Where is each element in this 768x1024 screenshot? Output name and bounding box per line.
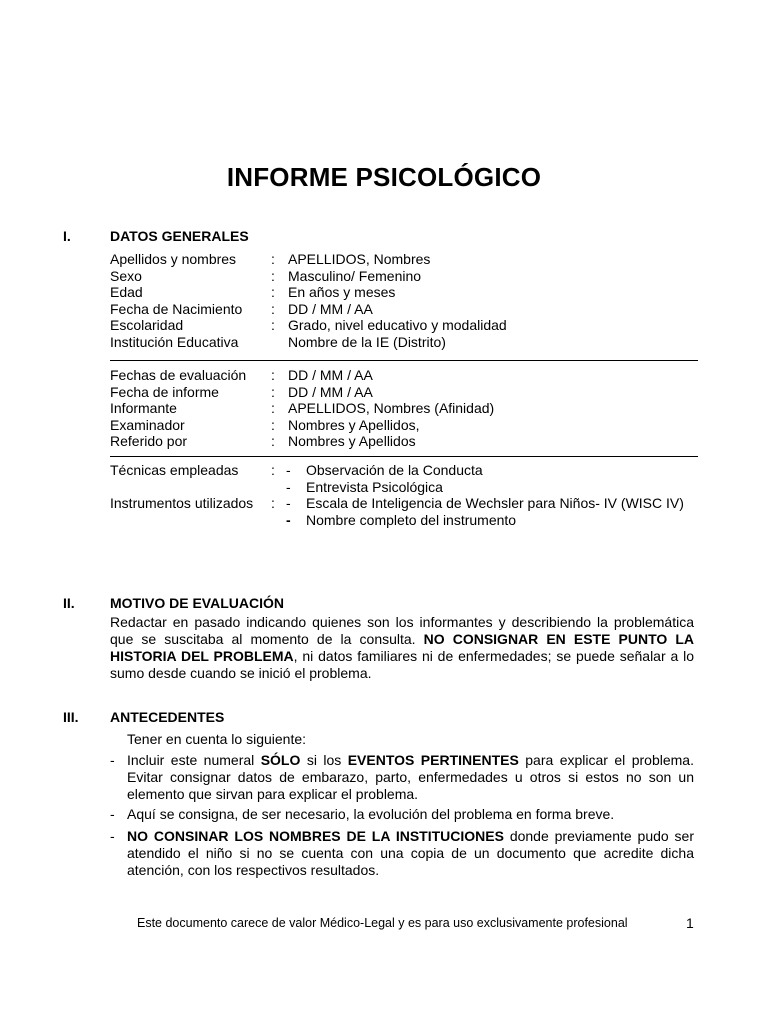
- field-colon: :: [271, 300, 275, 317]
- field-value: Escala de Inteligencia de Wechsler para Niños- IV (WISC IV): [306, 495, 684, 512]
- field-value: APELLIDOS, Nombres: [288, 251, 431, 267]
- field-value: DD / MM / AA: [288, 300, 373, 317]
- field-colon: :: [271, 317, 275, 334]
- field-colon: :: [271, 433, 275, 450]
- field-value: Nombre completo del instrumento: [306, 511, 517, 528]
- field-row: [110, 479, 700, 496]
- list-item: [110, 828, 694, 879]
- general-data-group-3: [110, 462, 700, 528]
- bullet-bold-text: NO CONSINAR LOS NOMBRES DE LA INSTITUCIONES: [127, 828, 504, 844]
- bullet-text: para explicar el problema. Evitar consignar datos de embarazo, parto, enfermedades u otros si estos no son un elemento que sirvan para explicar el problema.: [127, 752, 694, 802]
- field-colon: :: [271, 495, 275, 512]
- divider: [110, 456, 698, 457]
- field-value: En años y meses: [288, 284, 396, 301]
- evaluation-reason-paragraph: [110, 614, 694, 682]
- field-row: [110, 367, 700, 384]
- background-intro: Tener en cuenta lo siguiente:: [127, 731, 307, 747]
- bullet-marker: -: [110, 806, 115, 822]
- field-colon: :: [271, 284, 275, 301]
- field-value: Masculino/ Femenino: [288, 267, 422, 284]
- list-item: [110, 752, 694, 803]
- field-label: Fecha de Nacimiento: [110, 300, 243, 317]
- field-label: Referido por: [110, 433, 188, 450]
- field-colon: :: [271, 400, 275, 417]
- field-value: Nombres y Apellidos,: [288, 416, 420, 433]
- field-row: [110, 417, 700, 434]
- section-3-number: III.: [63, 709, 79, 725]
- field-value: Observación de la Conducta: [306, 462, 483, 478]
- field-label: Escolaridad: [110, 317, 184, 334]
- field-label: Edad: [110, 284, 143, 301]
- divider: [110, 360, 698, 361]
- field-colon: :: [271, 267, 275, 284]
- field-colon: :: [271, 416, 275, 433]
- general-data-group-1: [110, 251, 700, 351]
- list-item: [110, 806, 694, 823]
- field-row: [110, 268, 700, 285]
- list-dash: -: [286, 511, 291, 528]
- paragraph-bold-text: NO CONSIGNAR EN ESTE PUNTO LA HISTORIA DEL PROBLEMA: [110, 631, 694, 664]
- field-value: Grado, nivel educativo y modalidad: [288, 317, 507, 334]
- field-colon: :: [271, 367, 275, 383]
- field-row: [110, 317, 700, 334]
- section-2-heading: MOTIVO DE EVALUACIÓN: [110, 595, 284, 611]
- bullet-marker: -: [110, 828, 115, 844]
- section-1-number: I.: [63, 228, 71, 244]
- field-row: [110, 334, 700, 351]
- bullet-bold-text: SÓLO: [260, 752, 301, 768]
- page-number: 1: [686, 915, 694, 931]
- field-colon: :: [271, 462, 275, 478]
- paragraph-text: Redactar en pasado indicando quienes son los informantes y describiendo la problemática que se suscitaba al momento de la consulta.: [110, 614, 694, 647]
- field-label: Sexo: [110, 267, 142, 284]
- field-colon: :: [271, 383, 275, 400]
- field-row: [110, 301, 700, 318]
- footer-disclaimer: Este documento carece de valor Médico-Legal y es para uso exclusivamente profesional: [137, 916, 628, 930]
- field-label: Fechas de evaluación: [110, 367, 247, 383]
- field-value: Nombre de la IE (Distrito): [288, 333, 446, 350]
- field-label: Examinador: [110, 416, 185, 433]
- field-value: Entrevista Psicológica: [306, 478, 443, 495]
- field-row: [110, 462, 700, 479]
- paragraph-text: , ni datos familiares ni de enfermedades; se puede señalar a lo sumo desde cuando se inició el problema.: [110, 648, 694, 681]
- field-row: [110, 284, 700, 301]
- bullet-bold-text: EVENTOS PERTINENTES: [347, 752, 519, 768]
- field-label: Instrumentos utilizados: [110, 495, 254, 512]
- section-3-heading: ANTECEDENTES: [110, 709, 225, 725]
- field-value: DD / MM / AA: [288, 383, 373, 400]
- field-row: [110, 433, 700, 450]
- general-data-group-2: [110, 367, 700, 450]
- list-dash: -: [286, 462, 291, 478]
- field-label: Apellidos y nombres: [110, 251, 237, 267]
- document-title: INFORME PSICOLÓGICO: [226, 162, 542, 192]
- field-label: Informante: [110, 400, 177, 417]
- field-colon: :: [271, 251, 275, 267]
- field-row: [110, 384, 700, 401]
- list-dash: -: [286, 478, 291, 495]
- field-value: DD / MM / AA: [288, 367, 373, 383]
- field-label: Fecha de informe: [110, 383, 219, 400]
- bullet-text: si los: [300, 752, 348, 768]
- field-value: APELLIDOS, Nombres (Afinidad): [288, 400, 495, 417]
- field-row: [110, 495, 700, 512]
- list-dash: -: [286, 495, 291, 512]
- bullet-text: Incluir este numeral: [127, 752, 261, 768]
- field-label: Técnicas empleadas: [110, 462, 239, 478]
- field-value: Nombres y Apellidos: [288, 433, 416, 450]
- bullet-text: Aquí se consigna, de ser necesario, la evolución del problema en forma breve.: [127, 806, 615, 822]
- section-1-heading: DATOS GENERALES: [110, 228, 249, 244]
- field-label: Institución Educativa: [110, 333, 239, 350]
- section-2-number: II.: [63, 595, 75, 611]
- field-row: [110, 251, 700, 268]
- bullet-marker: -: [110, 752, 115, 768]
- bullet-text: donde previamente pudo ser atendido el niño si no se cuenta con una copia de un documento que acredite dicha atención, con los respectivos resultados.: [127, 828, 695, 878]
- field-row: [110, 512, 700, 529]
- field-row: [110, 400, 700, 417]
